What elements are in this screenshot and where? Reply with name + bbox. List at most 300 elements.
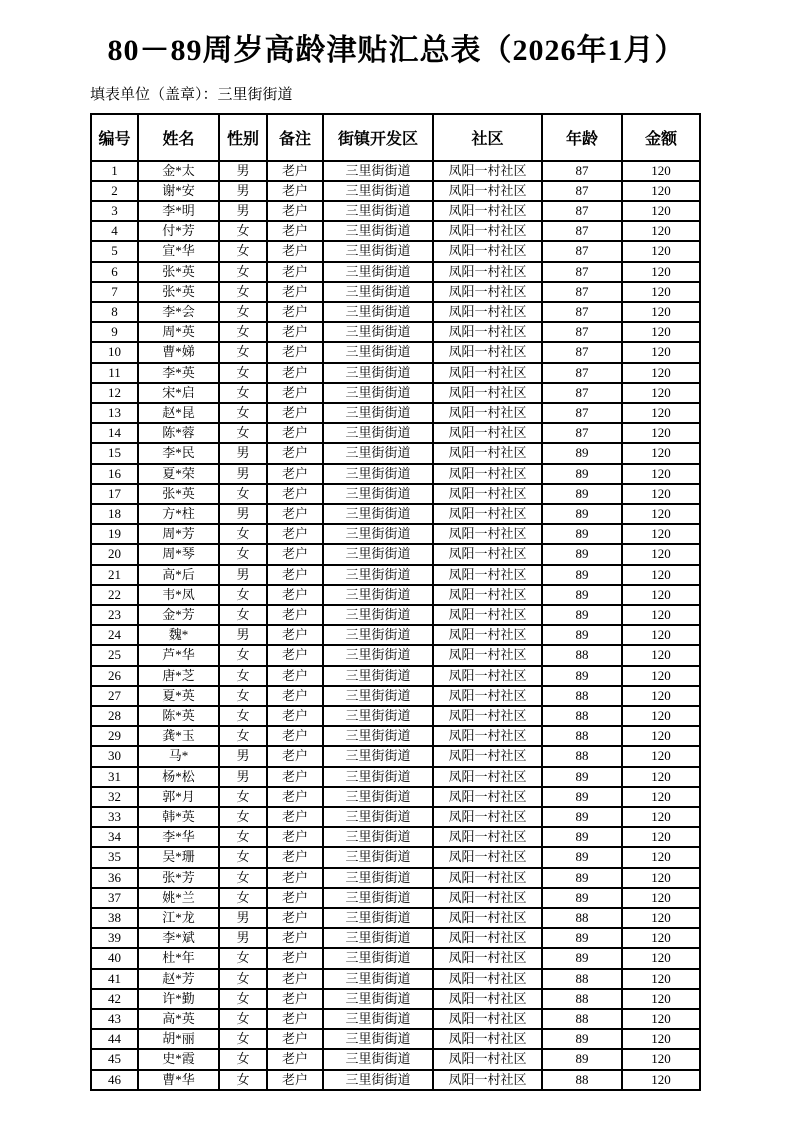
cell-note: 老户: [267, 565, 323, 585]
cell-gender: 女: [219, 827, 267, 847]
cell-note: 老户: [267, 1029, 323, 1049]
cell-number: 8: [91, 302, 138, 322]
table-row: [91, 443, 700, 463]
cell-community: 凤阳一村社区: [433, 706, 542, 726]
cell-name: 谢*安: [138, 181, 219, 201]
table-row: [91, 302, 700, 322]
cell-community: 凤阳一村社区: [433, 1009, 542, 1029]
table-row: [91, 423, 700, 443]
cell-community: 凤阳一村社区: [433, 948, 542, 968]
table-row: [91, 847, 700, 867]
table-row: [91, 625, 700, 645]
cell-name: 姚*兰: [138, 888, 219, 908]
cell-amount: 120: [622, 302, 700, 322]
cell-street: 三里街街道: [323, 241, 433, 261]
cell-number: 44: [91, 1029, 138, 1049]
cell-amount: 120: [622, 403, 700, 423]
cell-name: 李*会: [138, 302, 219, 322]
cell-age: 89: [542, 524, 622, 544]
cell-name: 芦*华: [138, 645, 219, 665]
cell-community: 凤阳一村社区: [433, 383, 542, 403]
cell-name: 许*勤: [138, 989, 219, 1009]
cell-note: 老户: [267, 888, 323, 908]
cell-note: 老户: [267, 403, 323, 423]
table-row: [91, 342, 700, 362]
cell-street: 三里街街道: [323, 363, 433, 383]
cell-name: 龚*玉: [138, 726, 219, 746]
cell-age: 89: [542, 625, 622, 645]
cell-number: 42: [91, 989, 138, 1009]
table-row: [91, 706, 700, 726]
cell-community: 凤阳一村社区: [433, 969, 542, 989]
cell-age: 88: [542, 989, 622, 1009]
cell-community: 凤阳一村社区: [433, 847, 542, 867]
header-cell-community: 社区: [433, 114, 542, 161]
cell-note: 老户: [267, 363, 323, 383]
cell-street: 三里街街道: [323, 1029, 433, 1049]
cell-gender: 女: [219, 787, 267, 807]
cell-street: 三里街街道: [323, 423, 433, 443]
table-row: [91, 221, 700, 241]
cell-note: 老户: [267, 484, 323, 504]
cell-note: 老户: [267, 302, 323, 322]
cell-gender: 女: [219, 645, 267, 665]
cell-number: 35: [91, 847, 138, 867]
cell-note: 老户: [267, 868, 323, 888]
cell-age: 89: [542, 928, 622, 948]
cell-number: 39: [91, 928, 138, 948]
cell-community: 凤阳一村社区: [433, 746, 542, 766]
cell-amount: 120: [622, 746, 700, 766]
cell-amount: 120: [622, 1029, 700, 1049]
table-row: [91, 403, 700, 423]
table-row: [91, 262, 700, 282]
cell-note: 老户: [267, 1049, 323, 1069]
cell-name: 李*华: [138, 827, 219, 847]
cell-street: 三里街街道: [323, 1009, 433, 1029]
cell-age: 89: [542, 585, 622, 605]
cell-amount: 120: [622, 464, 700, 484]
cell-amount: 120: [622, 807, 700, 827]
cell-street: 三里街街道: [323, 181, 433, 201]
cell-note: 老户: [267, 746, 323, 766]
cell-age: 89: [542, 767, 622, 787]
cell-amount: 120: [622, 544, 700, 564]
cell-gender: 女: [219, 524, 267, 544]
table-row: [91, 241, 700, 261]
cell-street: 三里街街道: [323, 504, 433, 524]
cell-community: 凤阳一村社区: [433, 565, 542, 585]
cell-community: 凤阳一村社区: [433, 161, 542, 181]
table-row: [91, 666, 700, 686]
table-header: [91, 114, 700, 161]
table-row: [91, 282, 700, 302]
cell-street: 三里街街道: [323, 565, 433, 585]
subsidy-table: [90, 113, 701, 1091]
cell-note: 老户: [267, 767, 323, 787]
cell-note: 老户: [267, 807, 323, 827]
cell-number: 43: [91, 1009, 138, 1029]
cell-street: 三里街街道: [323, 585, 433, 605]
cell-gender: 女: [219, 1070, 267, 1090]
table-row: [91, 322, 700, 342]
cell-note: 老户: [267, 464, 323, 484]
cell-gender: 女: [219, 221, 267, 241]
cell-gender: 男: [219, 565, 267, 585]
cell-street: 三里街街道: [323, 969, 433, 989]
table-row: [91, 1070, 700, 1090]
cell-number: 7: [91, 282, 138, 302]
cell-gender: 女: [219, 605, 267, 625]
table-row: [91, 585, 700, 605]
cell-gender: 女: [219, 989, 267, 1009]
cell-amount: 120: [622, 524, 700, 544]
cell-community: 凤阳一村社区: [433, 262, 542, 282]
cell-gender: 女: [219, 1049, 267, 1069]
header-cell-gender: 性别: [219, 114, 267, 161]
cell-amount: 120: [622, 686, 700, 706]
cell-name: 金*太: [138, 161, 219, 181]
cell-age: 89: [542, 443, 622, 463]
cell-gender: 女: [219, 888, 267, 908]
cell-number: 10: [91, 342, 138, 362]
cell-amount: 120: [622, 726, 700, 746]
cell-note: 老户: [267, 181, 323, 201]
cell-amount: 120: [622, 827, 700, 847]
cell-note: 老户: [267, 241, 323, 261]
cell-name: 李*英: [138, 363, 219, 383]
cell-street: 三里街街道: [323, 161, 433, 181]
cell-gender: 女: [219, 807, 267, 827]
cell-gender: 女: [219, 322, 267, 342]
cell-street: 三里街街道: [323, 1070, 433, 1090]
cell-community: 凤阳一村社区: [433, 322, 542, 342]
cell-number: 21: [91, 565, 138, 585]
table-row: [91, 888, 700, 908]
cell-street: 三里街街道: [323, 342, 433, 362]
cell-age: 87: [542, 262, 622, 282]
cell-amount: 120: [622, 767, 700, 787]
cell-amount: 120: [622, 847, 700, 867]
cell-number: 40: [91, 948, 138, 968]
cell-gender: 女: [219, 686, 267, 706]
table-row: [91, 605, 700, 625]
cell-number: 38: [91, 908, 138, 928]
cell-name: 韦*凤: [138, 585, 219, 605]
cell-gender: 男: [219, 746, 267, 766]
table-row: [91, 948, 700, 968]
table-row: [91, 565, 700, 585]
header-cell-name: 姓名: [138, 114, 219, 161]
table-row: [91, 726, 700, 746]
cell-name: 吴*珊: [138, 847, 219, 867]
cell-name: 杜*年: [138, 948, 219, 968]
cell-age: 89: [542, 827, 622, 847]
cell-note: 老户: [267, 969, 323, 989]
cell-note: 老户: [267, 423, 323, 443]
page-title: 80－89周岁高龄津贴汇总表（2026年1月）: [107, 34, 686, 67]
cell-number: 34: [91, 827, 138, 847]
table-row: [91, 746, 700, 766]
cell-note: 老户: [267, 544, 323, 564]
cell-street: 三里街街道: [323, 302, 433, 322]
cell-gender: 女: [219, 585, 267, 605]
cell-note: 老户: [267, 666, 323, 686]
cell-number: 18: [91, 504, 138, 524]
cell-street: 三里街街道: [323, 1049, 433, 1069]
cell-community: 凤阳一村社区: [433, 686, 542, 706]
cell-number: 13: [91, 403, 138, 423]
cell-number: 19: [91, 524, 138, 544]
cell-community: 凤阳一村社区: [433, 363, 542, 383]
cell-amount: 120: [622, 161, 700, 181]
cell-age: 87: [542, 423, 622, 443]
cell-note: 老户: [267, 726, 323, 746]
cell-gender: 女: [219, 706, 267, 726]
cell-gender: 女: [219, 342, 267, 362]
cell-name: 张*英: [138, 262, 219, 282]
table-row: [91, 363, 700, 383]
cell-street: 三里街街道: [323, 827, 433, 847]
cell-number: 41: [91, 969, 138, 989]
cell-street: 三里街街道: [323, 908, 433, 928]
table-row: [91, 181, 700, 201]
cell-name: 夏*荣: [138, 464, 219, 484]
cell-name: 高*英: [138, 1009, 219, 1029]
cell-community: 凤阳一村社区: [433, 464, 542, 484]
cell-number: 14: [91, 423, 138, 443]
cell-age: 89: [542, 1049, 622, 1069]
cell-community: 凤阳一村社区: [433, 282, 542, 302]
cell-name: 韩*英: [138, 807, 219, 827]
cell-amount: 120: [622, 787, 700, 807]
cell-number: 33: [91, 807, 138, 827]
cell-amount: 120: [622, 443, 700, 463]
cell-name: 杨*松: [138, 767, 219, 787]
table-row: [91, 787, 700, 807]
header-cell-number: 编号: [91, 114, 138, 161]
cell-note: 老户: [267, 989, 323, 1009]
cell-gender: 男: [219, 767, 267, 787]
cell-amount: 120: [622, 706, 700, 726]
cell-street: 三里街街道: [323, 201, 433, 221]
cell-note: 老户: [267, 686, 323, 706]
cell-gender: 女: [219, 403, 267, 423]
table-body: [91, 161, 700, 1090]
cell-number: 27: [91, 686, 138, 706]
cell-number: 24: [91, 625, 138, 645]
table-row: [91, 484, 700, 504]
cell-street: 三里街街道: [323, 767, 433, 787]
cell-community: 凤阳一村社区: [433, 423, 542, 443]
cell-note: 老户: [267, 1009, 323, 1029]
cell-amount: 120: [622, 928, 700, 948]
cell-age: 89: [542, 1029, 622, 1049]
cell-note: 老户: [267, 282, 323, 302]
cell-age: 88: [542, 1070, 622, 1090]
cell-note: 老户: [267, 383, 323, 403]
cell-amount: 120: [622, 181, 700, 201]
cell-note: 老户: [267, 443, 323, 463]
cell-age: 87: [542, 302, 622, 322]
cell-note: 老户: [267, 585, 323, 605]
header-cell-note: 备注: [267, 114, 323, 161]
cell-age: 89: [542, 948, 622, 968]
cell-gender: 男: [219, 161, 267, 181]
table-row: [91, 767, 700, 787]
cell-name: 周*英: [138, 322, 219, 342]
cell-community: 凤阳一村社区: [433, 302, 542, 322]
cell-street: 三里街街道: [323, 544, 433, 564]
cell-street: 三里街街道: [323, 645, 433, 665]
cell-name: 曹*华: [138, 1070, 219, 1090]
cell-street: 三里街街道: [323, 746, 433, 766]
cell-age: 89: [542, 484, 622, 504]
cell-name: 方*柱: [138, 504, 219, 524]
cell-amount: 120: [622, 908, 700, 928]
cell-age: 89: [542, 565, 622, 585]
cell-note: 老户: [267, 706, 323, 726]
cell-name: 宋*启: [138, 383, 219, 403]
cell-name: 周*琴: [138, 544, 219, 564]
cell-age: 87: [542, 161, 622, 181]
cell-number: 37: [91, 888, 138, 908]
cell-gender: 男: [219, 443, 267, 463]
table-row: [91, 969, 700, 989]
cell-street: 三里街街道: [323, 868, 433, 888]
cell-street: 三里街街道: [323, 666, 433, 686]
cell-community: 凤阳一村社区: [433, 888, 542, 908]
header-cell-age: 年龄: [542, 114, 622, 161]
cell-amount: 120: [622, 504, 700, 524]
cell-age: 88: [542, 686, 622, 706]
cell-name: 高*后: [138, 565, 219, 585]
cell-number: 11: [91, 363, 138, 383]
cell-note: 老户: [267, 948, 323, 968]
cell-community: 凤阳一村社区: [433, 645, 542, 665]
cell-gender: 女: [219, 383, 267, 403]
cell-street: 三里街街道: [323, 625, 433, 645]
cell-gender: 女: [219, 726, 267, 746]
cell-gender: 女: [219, 302, 267, 322]
cell-age: 89: [542, 666, 622, 686]
table-row: [91, 827, 700, 847]
cell-amount: 120: [622, 282, 700, 302]
cell-number: 36: [91, 868, 138, 888]
cell-number: 3: [91, 201, 138, 221]
cell-number: 5: [91, 241, 138, 261]
cell-gender: 女: [219, 868, 267, 888]
cell-community: 凤阳一村社区: [433, 928, 542, 948]
cell-number: 29: [91, 726, 138, 746]
header-cell-street: 街镇开发区: [323, 114, 433, 161]
cell-community: 凤阳一村社区: [433, 443, 542, 463]
cell-note: 老户: [267, 1070, 323, 1090]
cell-number: 46: [91, 1070, 138, 1090]
cell-community: 凤阳一村社区: [433, 726, 542, 746]
cell-name: 胡*丽: [138, 1029, 219, 1049]
cell-street: 三里街街道: [323, 262, 433, 282]
cell-amount: 120: [622, 868, 700, 888]
cell-age: 88: [542, 746, 622, 766]
cell-amount: 120: [622, 383, 700, 403]
table-row: [91, 504, 700, 524]
cell-name: 赵*芳: [138, 969, 219, 989]
cell-community: 凤阳一村社区: [433, 787, 542, 807]
cell-age: 87: [542, 282, 622, 302]
table-row: [91, 201, 700, 221]
cell-note: 老户: [267, 322, 323, 342]
cell-age: 89: [542, 847, 622, 867]
cell-street: 三里街街道: [323, 807, 433, 827]
cell-name: 张*英: [138, 282, 219, 302]
cell-gender: 女: [219, 363, 267, 383]
cell-gender: 女: [219, 423, 267, 443]
cell-amount: 120: [622, 1009, 700, 1029]
cell-amount: 120: [622, 989, 700, 1009]
cell-number: 2: [91, 181, 138, 201]
table-row: [91, 1049, 700, 1069]
cell-street: 三里街街道: [323, 847, 433, 867]
cell-gender: 男: [219, 908, 267, 928]
cell-age: 89: [542, 888, 622, 908]
cell-amount: 120: [622, 363, 700, 383]
cell-note: 老户: [267, 787, 323, 807]
cell-amount: 120: [622, 1049, 700, 1069]
table-row: [91, 645, 700, 665]
cell-amount: 120: [622, 969, 700, 989]
cell-gender: 女: [219, 544, 267, 564]
cell-street: 三里街街道: [323, 928, 433, 948]
cell-note: 老户: [267, 161, 323, 181]
cell-street: 三里街街道: [323, 888, 433, 908]
cell-age: 87: [542, 383, 622, 403]
cell-amount: 120: [622, 322, 700, 342]
cell-age: 87: [542, 221, 622, 241]
cell-name: 李*斌: [138, 928, 219, 948]
cell-community: 凤阳一村社区: [433, 666, 542, 686]
cell-note: 老户: [267, 201, 323, 221]
cell-gender: 男: [219, 504, 267, 524]
cell-age: 89: [542, 605, 622, 625]
cell-community: 凤阳一村社区: [433, 989, 542, 1009]
cell-name: 史*霞: [138, 1049, 219, 1069]
cell-gender: 男: [219, 625, 267, 645]
cell-number: 20: [91, 544, 138, 564]
cell-number: 28: [91, 706, 138, 726]
cell-gender: 女: [219, 262, 267, 282]
cell-street: 三里街街道: [323, 706, 433, 726]
cell-age: 88: [542, 726, 622, 746]
cell-age: 87: [542, 201, 622, 221]
cell-number: 26: [91, 666, 138, 686]
table-header-row: [91, 114, 700, 161]
cell-community: 凤阳一村社区: [433, 767, 542, 787]
table-row: [91, 989, 700, 1009]
cell-gender: 女: [219, 1029, 267, 1049]
cell-amount: 120: [622, 666, 700, 686]
cell-name: 宣*华: [138, 241, 219, 261]
cell-note: 老户: [267, 221, 323, 241]
cell-number: 23: [91, 605, 138, 625]
cell-name: 赵*昆: [138, 403, 219, 423]
cell-note: 老户: [267, 908, 323, 928]
cell-name: 张*英: [138, 484, 219, 504]
cell-gender: 女: [219, 241, 267, 261]
cell-street: 三里街街道: [323, 322, 433, 342]
cell-gender: 女: [219, 484, 267, 504]
cell-amount: 120: [622, 645, 700, 665]
